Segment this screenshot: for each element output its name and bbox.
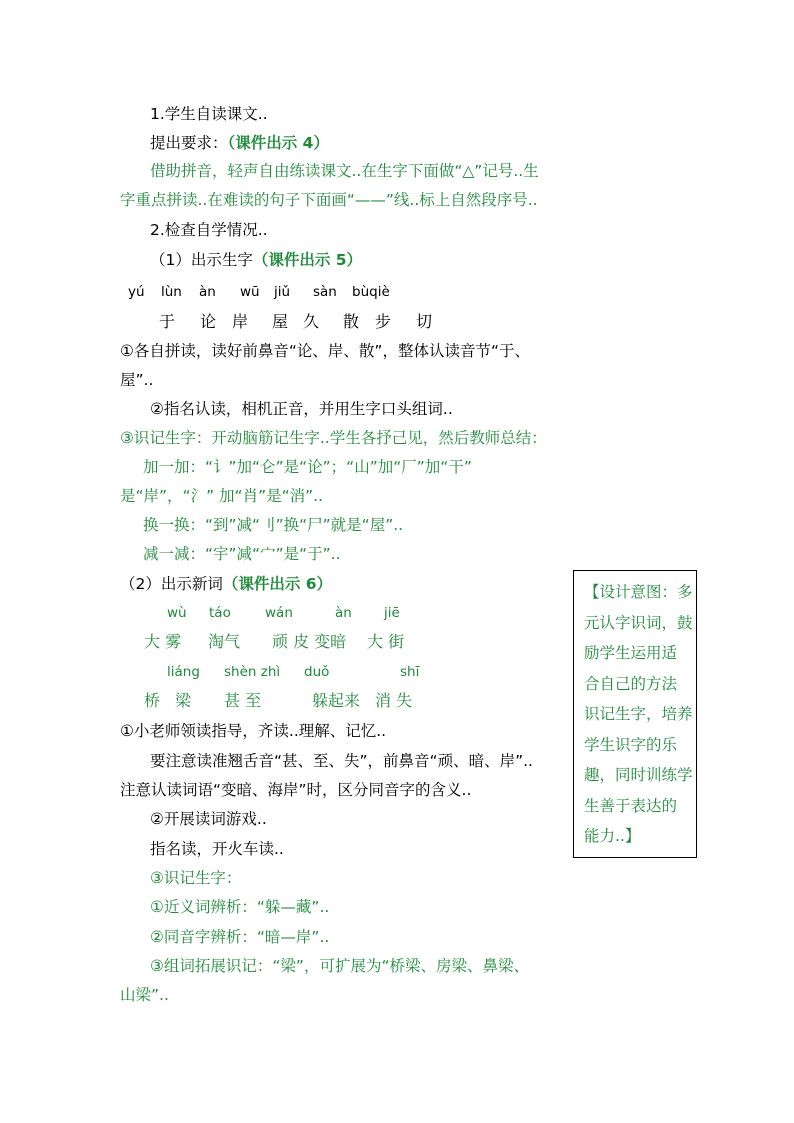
design-intent-line: 学生识字的乐: [584, 735, 678, 754]
train-reading: 指名读，开火车读..: [150, 840, 284, 858]
pinyin: àn: [335, 605, 352, 621]
design-intent-box: [573, 570, 697, 858]
pronunciation-note: 要注意读准翘舌音“甚、至、失”，前鼻音“顽、暗、岸”..: [150, 752, 533, 770]
courseware-tag-6: （课件出示 6）: [222, 575, 333, 593]
word: 大 街: [367, 632, 405, 651]
show-chars-line: [150, 249, 362, 271]
hanzi: 散: [343, 312, 360, 331]
hanzi: 切: [416, 312, 433, 331]
memorize-heading: ③识记生字：: [150, 869, 242, 887]
word-expansion: ③组词拓展识记：“梁”，可扩展为“桥梁、房梁、鼻梁、: [150, 957, 529, 975]
pinyin: wù: [167, 605, 187, 621]
show-words-line: [120, 573, 332, 595]
pinyin: shī: [400, 664, 420, 680]
pinyin: duǒ: [304, 664, 330, 680]
memorize-chars: ③识记生字：开动脑筋记生字..学生各抒己见，然后教师总结：: [120, 429, 547, 447]
show-words-label: （2）出示新词: [120, 575, 223, 593]
design-intent-line: 能力..】: [584, 827, 641, 845]
design-intent-line: 趣，同时训练学: [584, 766, 693, 784]
add-method-cont: 是“岸”，“氵” 加“肖”是“消”..: [120, 487, 324, 505]
word: 消 失: [375, 691, 413, 710]
pinyin: àn: [199, 284, 216, 300]
courseware-tag-5: （课件出示 5）: [252, 251, 363, 269]
lead-reading: ①小老师领读指导，齐读..理解、记忆..: [120, 722, 387, 740]
pinyin: sàn: [313, 284, 337, 300]
design-intent-line: 识记生字，培养: [584, 705, 693, 723]
word: 顽 皮 变暗: [272, 632, 347, 651]
pinyin: yú: [128, 284, 145, 300]
hanzi: 屋: [272, 312, 289, 331]
design-intent-line: 合自己的方法: [584, 674, 678, 693]
pinyin: táo: [209, 605, 231, 621]
read-instruction-1-cont: 屋”..: [120, 371, 154, 389]
read-instruction-2: ②指名认读，相机正音，并用生字口头组词..: [150, 400, 453, 418]
courseware-tag-4: （课件出示 4）: [227, 134, 329, 152]
pinyin: liáng: [167, 664, 200, 680]
hanzi: 于: [159, 312, 176, 331]
read-instruction-1: ①各自拼读，读好前鼻音“论、岸、散”，整体认读音节“于、: [120, 342, 530, 360]
design-intent-line: 元认字识词，鼓: [584, 613, 693, 632]
word-expansion-cont: 山梁”..: [120, 986, 169, 1004]
design-intent-line: 生善于表达的: [584, 796, 678, 815]
homophone-analysis: ②同音字辨析：“暗—岸”..: [150, 928, 330, 946]
step-1-heading: 1.学生自读课文..: [150, 105, 268, 123]
word: 甚 至: [224, 691, 262, 710]
requirement-text-1: 借助拼音，轻声自由练读课文..在生字下面做“△”记号..生: [150, 162, 539, 180]
word: 桥: [144, 691, 161, 710]
word: 梁: [175, 691, 192, 710]
homophone-note: 注意认读词语“变暗、海岸”时，区分同音字的含义..: [120, 781, 472, 799]
hanzi: 步: [375, 312, 392, 331]
pinyin: wū: [240, 284, 260, 300]
synonym-analysis: ①近义词辨析：“躲—藏”..: [150, 898, 330, 916]
word: 躲起来: [312, 691, 361, 710]
design-intent-line: 【设计意图：多: [584, 583, 693, 601]
pinyin: wán: [265, 605, 293, 621]
pinyin: jiǔ: [274, 284, 291, 300]
hanzi: 论: [200, 312, 217, 331]
swap-method: 换一换：“到”减“刂”换“尸”就是“屋”..: [143, 516, 404, 534]
word: 大 雾: [144, 632, 182, 651]
hanzi: 岸: [232, 312, 249, 331]
requirement-text-2: 字重点拼读..在难读的句子下面画“——”线..标上自然段序号..: [120, 191, 538, 209]
requirement-label: 提出要求：: [150, 134, 228, 152]
requirement-line: [150, 132, 329, 154]
subtract-method: 减一减：“宇”减“宀”是“于”..: [143, 545, 341, 563]
pinyin: lùn: [161, 284, 182, 300]
hanzi: 久: [303, 312, 320, 331]
step-2-heading: 2.检查自学情况..: [150, 221, 268, 239]
show-chars-label: （1）出示生字: [150, 251, 253, 269]
pinyin: bùqiè: [352, 284, 390, 300]
pinyin: shèn zhì: [224, 664, 281, 680]
word-game: ②开展读词游戏..: [150, 810, 267, 828]
design-intent-line: 励学生运用适: [584, 644, 678, 662]
pinyin: jiē: [384, 605, 400, 621]
word: 淘气: [208, 632, 241, 651]
add-method: 加一加：“讠”加“仑”是“论”；“山”加“厂”加“干”: [143, 458, 472, 476]
